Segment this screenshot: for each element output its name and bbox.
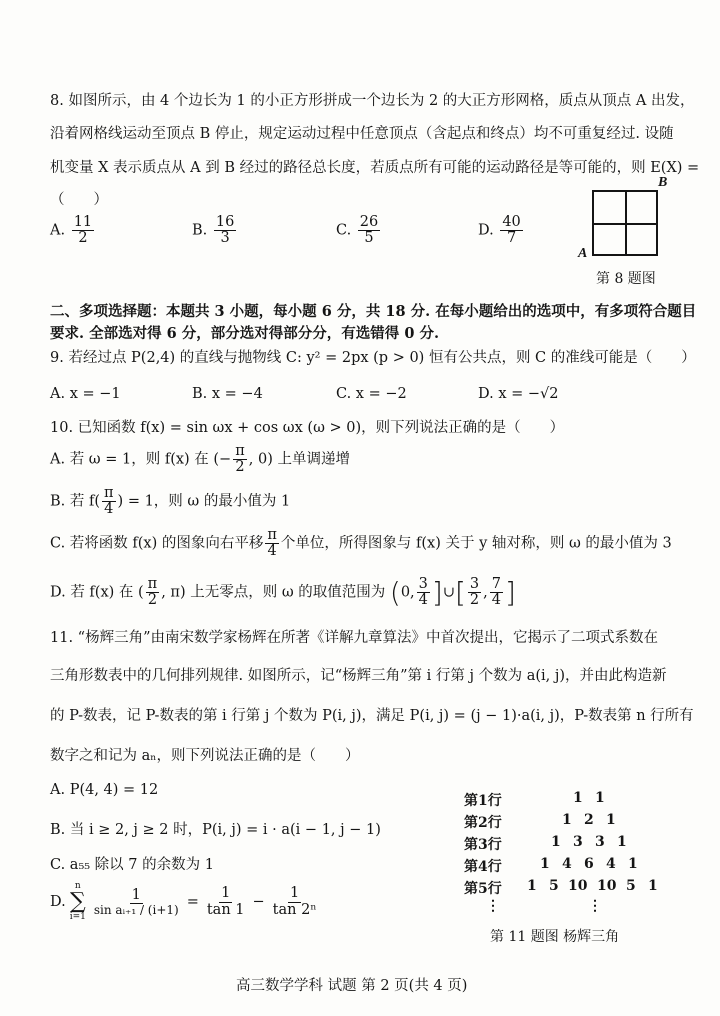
q10-option-d: D. 若 f(x) 在 ( $\frac{\pi}{2}$ , π) 上无零点，则 ω 的取值范围为 (0, $\frac{3}{4}$ ]∪[ $\frac{3}{2}$ , $\frac{7}{4}$ ]	[50, 575, 516, 609]
triangle-value: 3	[595, 834, 605, 850]
q8-label-b: B	[658, 175, 668, 190]
triangle-row-label: 第1行	[464, 793, 502, 809]
q11-figure-caption: 第 11 题图 杨辉三角	[490, 929, 620, 945]
triangle-value: 1	[562, 812, 572, 828]
q10-stem: 10. 已知函数 f(x) = sin ωx + cos ωx (ω > 0)，则下列说法正确的是（ ）	[50, 420, 565, 436]
q11-option-a: A. P(4, 4) = 12	[50, 782, 159, 798]
triangle-value: 5	[549, 878, 559, 894]
q8-option-c-fraction: $\frac{26}{5}$	[359, 214, 379, 247]
q9-option-d: D. x = −√2	[478, 386, 559, 402]
q10-option-d-interval2-left: $\frac{3}{2}$	[469, 575, 480, 608]
triangle-value: 1	[606, 812, 616, 828]
sigma-icon: ∑	[69, 889, 86, 914]
section2-header-line1: 二、多项选择题：本题共 3 小题，每小题 6 分，共 18 分. 在每小题给出的选项中，有多项符合题目	[50, 303, 697, 320]
triangle-value: 5	[626, 878, 636, 894]
q10-option-c-fraction: $\frac{\pi}{4}$	[267, 527, 277, 560]
triangle-row-label: 第5行	[464, 881, 502, 897]
page-footer: 高三数学学科 试题 第 2 页(共 4 页)	[236, 978, 468, 994]
left-bracket: [	[454, 576, 466, 609]
q9-stem: 9. 若经过点 P(2,4) 的直线与抛物线 C: y² = 2px (p > 0) 恒有公共点，则 C 的准线可能是（ ）	[50, 350, 696, 366]
left-paren: (	[389, 576, 401, 609]
triangle-value: 1	[595, 790, 605, 806]
q10-option-a: A. 若 ω = 1，则 f(x) 在 (− $\frac{\pi}{2}$ , 0) 上单调递增	[50, 443, 350, 476]
q8-option-b-fraction: $\frac{16}{3}$	[215, 214, 235, 247]
q8-option-a: A. $\frac{11}{2}$	[50, 214, 93, 247]
q8-option-a-fraction: $\frac{11}{2}$	[73, 214, 93, 247]
triangle-value: 1	[648, 878, 658, 894]
section2-header-line2: 要求. 全部选对得 6 分，部分选对得部分分，有选错得 0 分.	[50, 325, 440, 342]
q11-option-d: D. n ∑ i=1 $\frac{1}{\text{sin aᵢ₊₁ / (i+1)}}$ = $\frac{1}{\tan 1}$ − $\frac{1}{\text{tan 2ⁿ}}$	[50, 881, 317, 922]
triangle-value: 10	[568, 878, 588, 894]
triangle-ellipsis: ⋮	[588, 898, 602, 914]
q8-option-d: D. $\frac{40}{7}$	[478, 214, 521, 247]
triangle-row-label: 第4行	[464, 859, 502, 875]
q8-answer-blank: （ ）	[50, 192, 108, 208]
q8-line3: 机变量 X 表示质点从 A 到 B 经过的路径总长度，若质点所有可能的运动路径是等可能的，则 E(X) =	[50, 160, 700, 176]
triangle-row-label: 第2行	[464, 815, 502, 831]
right-bracket: ]	[431, 576, 443, 609]
q8-line2: 沿着网格线运动至顶点 B 停止，规定运动过程中任意顶点（含起点和终点）均不可重复经过. 设随	[50, 126, 674, 142]
q11-option-c: C. a₅₅ 除以 7 的余数为 1	[50, 857, 214, 873]
q8-label-a: A	[578, 246, 588, 261]
triangle-value: 4	[562, 856, 572, 872]
q8-option-b: B. $\frac{16}{3}$	[192, 214, 235, 247]
right-bracket: ]	[505, 576, 516, 609]
triangle-value: 1	[527, 878, 537, 894]
q8-option-c: C. $\frac{26}{5}$	[336, 214, 379, 247]
triangle-value: 6	[584, 856, 594, 872]
triangle-row-label: 第3行	[464, 837, 502, 853]
q11-line1: 11. “杨辉三角”由南宋数学家杨辉在所著《详解九章算法》中首次提出，它揭示了二项式系数在	[50, 630, 658, 646]
q11-line2: 三角形数表中的几何排列规律. 如图所示，记“杨辉三角”第 i 行第 j 个数为 a(i, j)，并由此构造新	[50, 668, 667, 684]
q10-option-a-fraction: $\frac{\pi}{2}$	[235, 443, 245, 476]
q10-option-b: B. 若 f( $\frac{\pi}{4}$ ) = 1，则 ω 的最小值为 1	[50, 485, 291, 518]
q10-option-d-interval1-fraction: $\frac{3}{4}$	[418, 575, 428, 608]
q10-option-d-fraction: $\frac{\pi}{2}$	[147, 575, 158, 608]
triangle-ellipsis: ⋮	[486, 898, 500, 914]
q11-option-d-rhs2: $\frac{1}{\text{tan 2ⁿ}}$	[272, 885, 317, 918]
q8-grid-figure	[592, 190, 658, 256]
triangle-value: 3	[573, 834, 583, 850]
q8-figure-caption: 第 8 题图	[596, 271, 656, 287]
q9-option-b: B. x = −4	[192, 386, 263, 402]
triangle-value: 1	[617, 834, 627, 850]
q9-option-c: C. x = −2	[336, 386, 407, 402]
q9-option-a: A. x = −1	[50, 386, 121, 402]
triangle-value: 1	[540, 856, 550, 872]
triangle-value: 1	[573, 790, 583, 806]
triangle-value: 1	[628, 856, 638, 872]
q11-line4: 数字之和记为 aₙ，则下列说法正确的是（ ）	[50, 748, 360, 764]
q8-option-d-fraction: $\frac{40}{7}$	[502, 214, 521, 247]
triangle-value: 1	[551, 834, 561, 850]
q8-grid-vertical-line	[625, 192, 627, 254]
q11-option-d-rhs1: $\frac{1}{\tan 1}$	[206, 885, 245, 918]
q10-option-b-fraction: $\frac{\pi}{4}$	[104, 485, 114, 518]
q11-option-d-sum: n ∑ i=1	[69, 881, 86, 922]
q11-line3: 的 P-数表，记 P-数表的第 i 行第 j 个数为 P(i, j)，满足 P(i, j) = (j − 1)·a(i, j)，P-数表第 n 行所有	[50, 708, 694, 724]
q11-option-b: B. 当 i ≥ 2, j ≥ 2 时，P(i, j) = i · a(i − 1, j − 1)	[50, 822, 381, 838]
q11-option-d-term: $\frac{1}{\text{sin aᵢ₊₁ / (i+1)}}$	[93, 886, 179, 917]
triangle-value: 4	[606, 856, 616, 872]
triangle-value: 2	[584, 812, 594, 828]
q10-option-c: C. 若将函数 f(x) 的图象向右平移 $\frac{\pi}{4}$ 个单位，所得图象与 f(x) 关于 y 轴对称，则 ω 的最小值为 3	[50, 527, 672, 560]
q10-option-d-interval2-right: $\frac{7}{4}$	[491, 575, 501, 608]
triangle-value: 10	[597, 878, 617, 894]
q8-line1: 8. 如图所示，由 4 个边长为 1 的小正方形拼成一个边长为 2 的大正方形网格，质点从顶点 A 出发，	[50, 93, 695, 109]
